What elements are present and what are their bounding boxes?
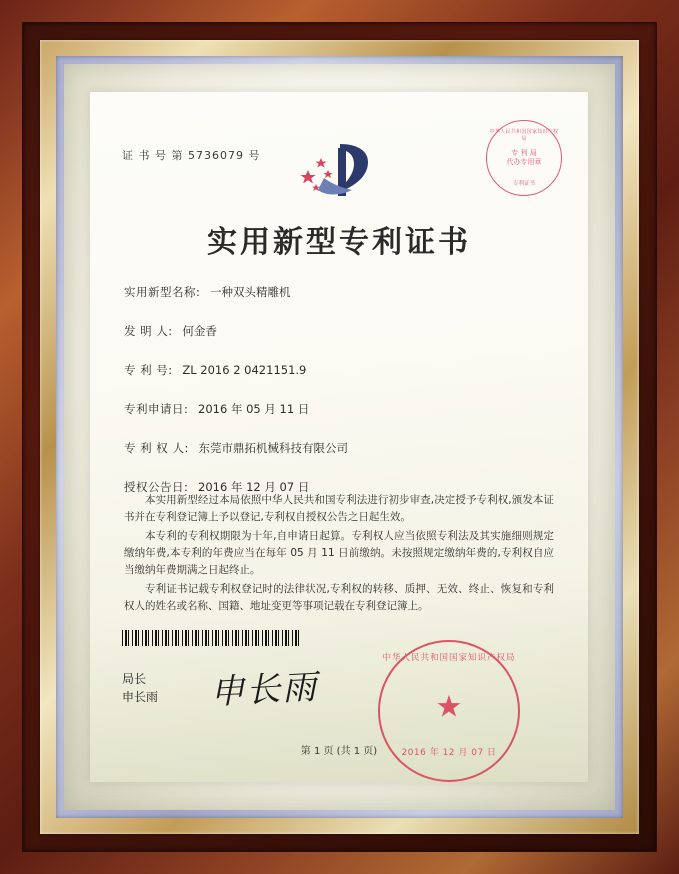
certificate-number: 证 书 号 第 5736079 号 <box>122 149 261 162</box>
field-row <box>124 323 554 339</box>
agency-seal-mid-text: 专 利 局 代办专用章 <box>506 149 542 167</box>
field-value: ZL 2016 2 0421151.9 <box>182 363 307 377</box>
field-value: 一种双头精雕机 <box>210 285 291 299</box>
certificate-body-text <box>124 492 554 617</box>
body-paragraph: 本实用新型经过本局依照中华人民共和国专利法进行初步审查,决定授予专利权,颁发本证书并在专利登记簿上予以登记,专利权自授权公告之日起生效。 <box>124 494 554 523</box>
body-paragraph: 专利证书记载专利权登记时的法律状况,专利权的转移、质押、无效、终止、恢复和专利权人的姓名或名称、国籍、地址变更等事项记载在专利登记簿上。 <box>124 583 554 612</box>
official-seal-date: 2016 年 12 月 07 日 <box>401 748 497 758</box>
field-row <box>124 284 554 300</box>
field-row <box>124 362 554 378</box>
official-seal-stamp <box>378 640 520 782</box>
field-label: 实用新型名称: <box>124 285 201 299</box>
field-row <box>124 440 554 456</box>
field-value: 2016 年 05 月 11 日 <box>198 402 310 416</box>
certificate-field-list <box>124 284 554 518</box>
official-seal-ring-text: 中华人民共和国国家知识产权局 <box>382 653 516 663</box>
agency-seal-arc-text: 中华人民共和国国家知识产权局 <box>489 129 559 142</box>
star-icon: ★ <box>435 689 463 725</box>
field-label: 专利申请日: <box>124 402 189 416</box>
agency-seal-bottom-text: 专利证书 <box>512 181 535 187</box>
field-label: 发 明 人: <box>124 324 173 338</box>
page-footer: 第 1 页 (共 1 页) <box>300 746 378 757</box>
director-title: 局长 <box>122 672 147 686</box>
field-label: 授权公告日: <box>124 480 189 494</box>
field-value: 2016 年 12 月 07 日 <box>198 480 310 494</box>
agency-seal-stamp <box>486 120 562 196</box>
field-label: 专 利 号: <box>124 363 173 377</box>
patent-certificate-page <box>90 92 588 782</box>
field-value: 东莞市鼎拓机械科技有限公司 <box>198 441 348 455</box>
certificate-title: 实用新型专利证书 <box>207 225 471 260</box>
handwritten-signature: 申长雨 <box>209 667 320 713</box>
body-paragraph: 本专利的专利权期限为十年,自申请日起算。专利权人应当依照专利法及其实施细则规定缴纳年费,本专利的年费应当在每年 05 月 11 日前缴纳。未按照规定缴纳年费的,专利权自应当缴纳年费期满之日起终止。 <box>124 530 554 576</box>
signature-block <box>122 670 158 706</box>
ip-office-emblem-icon <box>294 140 390 202</box>
field-label: 专 利 权 人: <box>124 441 189 455</box>
field-value: 何金香 <box>182 324 217 338</box>
field-row <box>124 401 554 417</box>
barcode <box>122 630 302 646</box>
director-name: 申长雨 <box>122 690 159 704</box>
